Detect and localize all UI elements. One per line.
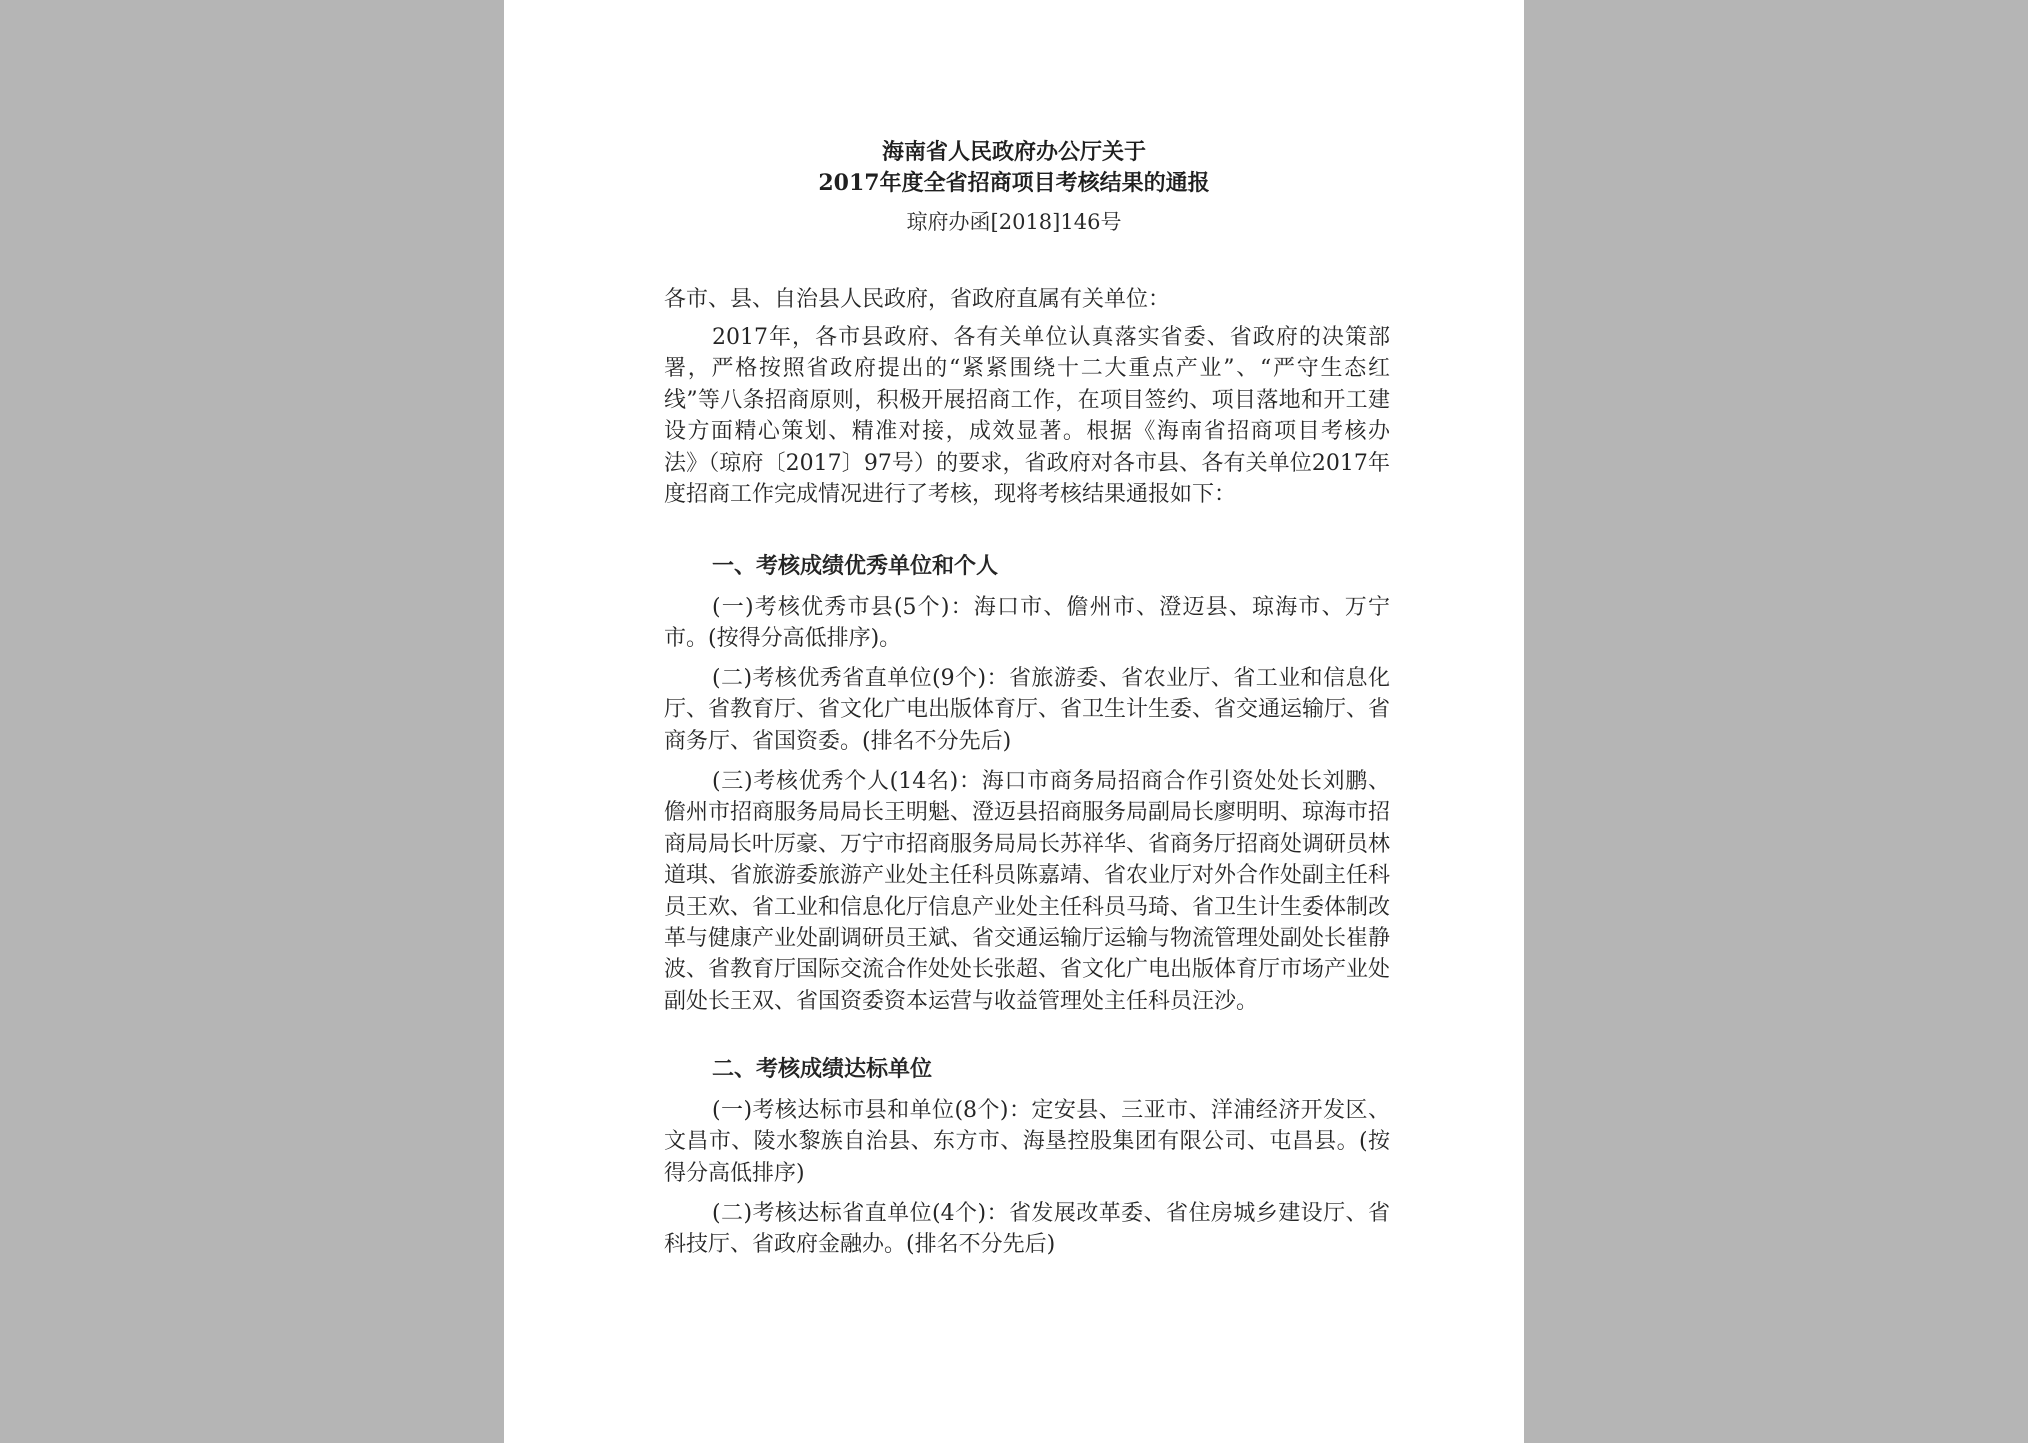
section1-heading: 一、考核成绩优秀单位和个人 [712,553,999,579]
section1-item2: (二)考核优秀省直单位(9个)：省旅游委、省农业厅、省工业和信息化厅、省教育厅、省文化广电出版体育厅、省卫生计生委、省交通运输厅、省商务厅、省国资委。(排名不分先后) [664,666,1391,754]
salutation-block [664,284,1390,315]
section2-item1: (一)考核达标市县和单位(8个)：定安县、三亚市、洋浦经济开发区、文昌市、陵水黎族自治县、东方市、海垦控股集团有限公司、屯昌县。(按得分高低排序) [664,1098,1390,1186]
section1-item3-block [664,766,1390,1017]
section2-item1-block [664,1095,1390,1189]
section1-item3: (三)考核优秀个人(14名)：海口市商务局招商合作引资处处长刘鹏、儋州市招商服务局局长王明魁、澄迈县招商服务局副局长廖明明、琼海市招商局局长叶厉豪、万宁市招商服务局局长苏祥华、省商务厅招商处调研员林道琪、省旅游委旅游产业处主任科员陈嘉靖、省农业厅对外合作处副主任科员王欢、省工业和信息化厅信息产业处主任科员马琦、省卫生计生委体制改革与健康产业处副调研员王斌、省交通运输厅运输与物流管理处副处长崔静波、省教育厅国际交流合作处处长张超、省文化广电出版体育厅市场产业处副处长王双、省国资委资本运营与收益管理处主任科员汪沙。 [664,769,1391,1014]
intro-block [664,322,1390,510]
section2-heading-block [664,1054,1390,1085]
document-title-line-1: 海南省人民政府办公厅关于 [881,139,1146,165]
section1-item2-block [664,663,1390,757]
document-page [504,0,1524,1443]
document-number: 琼府办函[2018]146号 [906,210,1122,234]
section2-item2: (二)考核达标省直单位(4个)：省发展改革委、省住房城乡建设厅、省科技厅、省政府金融办。(排名不分先后) [664,1201,1390,1258]
section1-item1: (一)考核优秀市县(5个)：海口市、儋州市、澄迈县、琼海市、万宁市。(按得分高低排序)。 [664,595,1390,652]
salutation: 各市、县、自治县人民政府，省政府直属有关单位： [664,287,1171,312]
document-title-line-2: 2017年度全省招商项目考核结果的通报 [818,170,1210,196]
section2-item2-block [664,1198,1390,1261]
intro-paragraph: 2017年，各市县政府、各有关单位认真落实省委、省政府的决策部署，严格按照省政府提出的“紧紧围绕十二大重点产业”、“严守生态红线”等八条招商原则，积极开展招商工作，在项目签约、项目落地和开工建设方面精心策划、精准对接，成效显著。根据《海南省招商项目考核办法》（琼府〔2017〕97号）的要求，省政府对各市县、各有关单位2017年度招商工作完成情况进行了考核，现将考核结果通报如下： [664,325,1390,508]
section1-item1-block [664,592,1390,655]
section2-heading: 二、考核成绩达标单位 [712,1056,933,1082]
section1-heading-block [664,551,1390,582]
